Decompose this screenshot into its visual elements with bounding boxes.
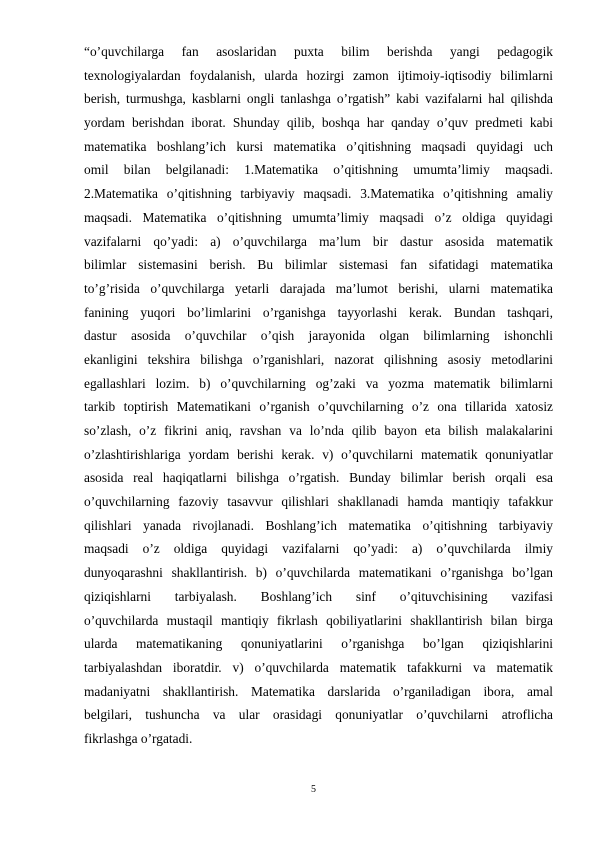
text-line: qilishlari yanada rivojlanadi. Boshlang’ich matematika o’qitishning tarbiyaviy	[84, 517, 553, 533]
text-line: fikrlashga o’rgatadi.	[84, 730, 193, 746]
text-line: berish, turmushga, kasblarni ongli tanlashga o’rgatish” kabi vazifalarni hal qilishda	[84, 91, 553, 107]
text-line: ekanligini tekshira bilishga o’rganishlari, nazorat qilishning asosiy metodlarini	[84, 351, 553, 367]
text-line: tarbiyalashdan iboratdir. v) o’quvchilarda matematik tafakkurni va matematik	[84, 659, 553, 675]
text-line: ularda matematikaning qonuniyatlarini o’rganishga bo’lgan qiziqishlarini	[84, 636, 553, 652]
text-line: texnologiyalardan foydalanish, ularda hozirgi zamon ijtimoiy-iqtisodiy bilimlarni	[84, 67, 553, 83]
text-line: o’quvchilarning fazoviy tasavvur qilishlari shakllanadi hamda mantiqiy tafakkur	[84, 494, 553, 510]
text-line: so’zlash, o’z fikrini aniq, ravshan va lo’nda qilib bayon eta bilish malakalarini	[84, 423, 553, 438]
text-line: qiziqishlarni tarbiyalash. Boshlang’ich sinf o’qituvchisining vazifasi	[84, 588, 553, 604]
text-line: o’quvchilarda mustaqil mantiqiy fikrlash qobiliyatlarini shakllantirish bilan birga	[84, 612, 553, 628]
document-page	[84, 40, 553, 751]
text-line: “o’quvchilarga fan asoslaridan puxta bilim berishda yangi pedagogik	[84, 44, 553, 59]
text-line: bilimlar sistemasini berish. Bu bilimlar sistemasi fan sifatidagi matematika	[84, 257, 553, 273]
text-line: vazifalarni qo’yadi: a) o’quvchilarga ma’lum bir dastur asosida matematik	[84, 233, 553, 249]
text-line: belgilari, tushuncha va ular orasidagi qonuniyatlar o’quvchilarni atroflicha	[84, 707, 553, 723]
body-paragraph	[84, 40, 553, 751]
text-line: asosida real haqiqatlarni bilishga o’rgatish. Bunday bilimlar berish orqali esa	[84, 470, 553, 486]
text-line: fanining yuqori bo’limlarini o’rganishga tayyorlashi kerak. Bundan tashqari,	[84, 304, 553, 320]
text-line: madaniyatni shakllantirish. Matematika darslarida o’rganiladigan ibora, amal	[84, 683, 553, 699]
text-line: o’zlashtirishlariga yordam berishi kerak. v) o’quvchilarni matematik qonuniyatlar	[84, 446, 553, 462]
text-line: maqsadi. Matematika o’qitishning umumta’limiy maqsadi o’z oldiga quyidagi	[84, 209, 553, 225]
text-line: egallashlari lozim. b) o’quvchilarning og’zaki va yozma matematik bilimlarni	[84, 375, 553, 391]
text-line: maqsadi o’z oldiga quyidagi vazifalarni qo’yadi: a) o’quvchilarda ilmiy	[84, 541, 553, 557]
text-line: yordam berishdan iborat. Shunday qilib, boshqa har qanday o’quv predmeti kabi	[84, 115, 553, 131]
text-line: omil bilan belgilanadi: 1.Matematika o’qitishning umumta’limiy maqsadi.	[84, 162, 553, 178]
text-line: dunyoqarashni shakllantirish. b) o’quvchilarda matematikani o’rganishga bo’lgan	[84, 565, 553, 581]
page-number: 5	[311, 784, 316, 795]
text-line: matematika boshlang’ich kursi matematika o’qitishning maqsadi quyidagi uch	[84, 138, 553, 154]
text-line: 2.Matematika o’qitishning tarbiyaviy maqsadi. 3.Matematika o’qitishning amaliy	[84, 186, 553, 202]
text-line: dastur asosida o’quvchilar o’qish jarayonida olgan bilimlarning ishonchli	[84, 328, 553, 344]
text-line: tarkib toptirish Matematikani o’rganish o’quvchilarning o’z ona tillarida xatosiz	[84, 399, 553, 415]
text-line: to’g’risida o’quvchilarga yetarli darajada ma’lumot berishi, ularni matematika	[84, 280, 553, 296]
